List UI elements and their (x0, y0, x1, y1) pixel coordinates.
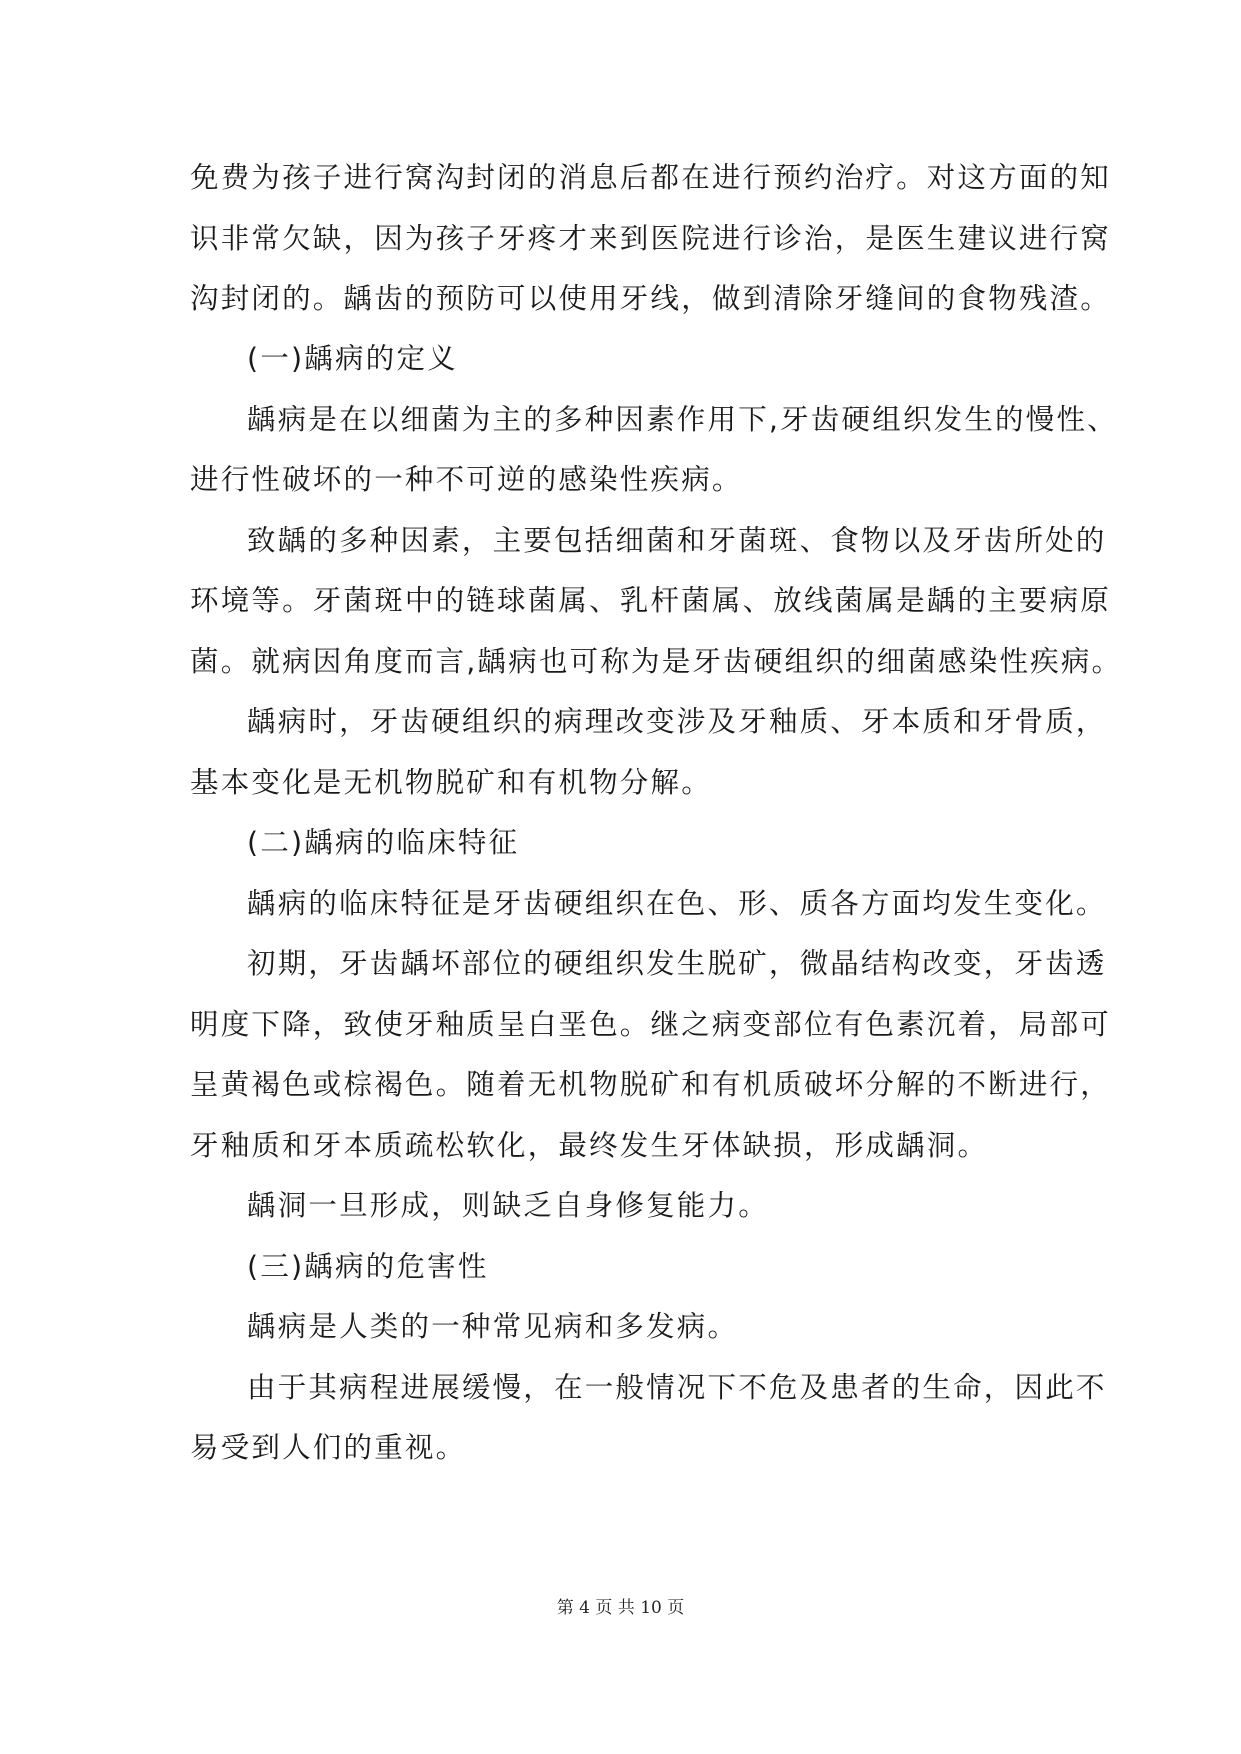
text-line: 识非常欠缺，因为孩子牙疼才来到医院进行诊治，是医生建议进行窝 (190, 222, 1112, 255)
text-line: 呈黄褐色或棕褐色。随着无机物脱矿和有机质破坏分解的不断进行， (190, 1068, 1112, 1101)
text-line: 牙釉质和牙本质疏松软化，最终发生牙体缺损，形成龋洞。 (190, 1129, 989, 1162)
section-heading-1: (一)龋病的定义 (247, 342, 458, 375)
text-line: 龋病是在以细菌为主的多种因素作用下,牙齿硬组织发生的慢性、 (247, 403, 1118, 436)
text-line: 沟封闭的。龋齿的预防可以使用牙线，做到清除牙缝间的食物残渣。 (190, 282, 1112, 315)
text-line: 龋洞一旦形成，则缺乏自身修复能力。 (247, 1189, 769, 1222)
text-line: 环境等。牙菌斑中的链球菌属、乳杆菌属、放线菌属是龋的主要病原 (190, 584, 1112, 617)
text-line: 初期，牙齿龋坏部位的硬组织发生脱矿，微晶结构改变，牙齿透 (247, 947, 1107, 980)
text-line: 龋病的临床特征是牙齿硬组织在色、形、质各方面均发生变化。 (247, 887, 1107, 920)
text-line: 明度下降，致使牙釉质呈白垩色。继之病变部位有色素沉着，局部可 (190, 1008, 1112, 1041)
text-line: 免费为孩子进行窝沟封闭的消息后都在进行预约治疗。对这方面的知 (190, 161, 1112, 194)
page-footer: 第 4 页 共 10 页 (556, 1598, 685, 1618)
section-heading-2: (二)龋病的临床特征 (247, 826, 520, 859)
text-line: 菌。就病因角度而言,龋病也可称为是牙齿硬组织的细菌感染性疾病。 (190, 645, 1123, 678)
section-heading-3: (三)龋病的危害性 (247, 1250, 489, 1283)
text-line: 基本变化是无机物脱矿和有机物分解。 (190, 766, 712, 799)
text-line: 由于其病程进展缓慢，在一般情况下不危及患者的生命，因此不 (247, 1371, 1107, 1404)
text-line: 龋病是人类的一种常见病和多发病。 (247, 1310, 739, 1343)
text-line: 龋病时，牙齿硬组织的病理改变涉及牙釉质、牙本质和牙骨质， (247, 705, 1107, 738)
text-line: 进行性破坏的一种不可逆的感染性疾病。 (190, 463, 743, 496)
text-line: 致龋的多种因素，主要包括细菌和牙菌斑、食物以及牙齿所处的 (247, 524, 1107, 557)
text-line: 易受到人们的重视。 (190, 1431, 467, 1464)
